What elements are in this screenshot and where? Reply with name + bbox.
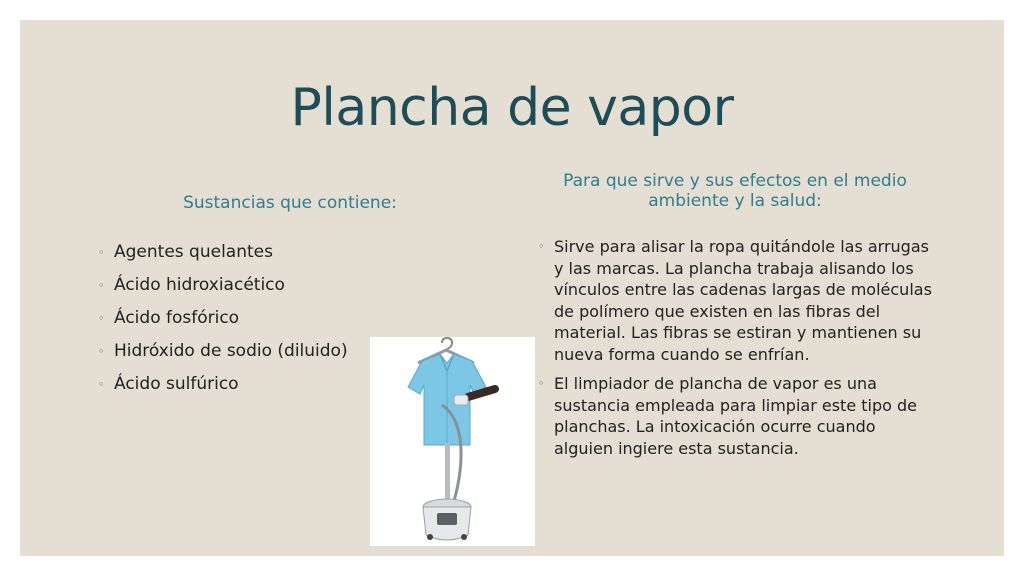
- hanger-hook-icon: [442, 338, 452, 349]
- bullet-icon: ◦: [98, 246, 105, 259]
- steam-head-icon: [454, 395, 468, 405]
- list-item: [98, 302, 388, 335]
- list-item: [538, 236, 938, 365]
- effects-list: [538, 236, 938, 467]
- left-column-heading: Sustancias que contiene:: [183, 193, 397, 213]
- bullet-icon: ◦: [98, 279, 105, 292]
- bullet-icon: ◦: [98, 378, 105, 391]
- steamer-illustration: [370, 337, 535, 546]
- slide-title: Plancha de vapor: [290, 78, 734, 138]
- substances-list: [98, 236, 388, 401]
- list-item-text: Ácido sulfúrico: [114, 374, 239, 394]
- list-item: [538, 373, 938, 459]
- bullet-icon: ◦: [98, 312, 105, 325]
- list-item-text: Hidróxido de sodio (diluido): [114, 341, 348, 361]
- list-item: [98, 236, 388, 269]
- list-item: [98, 335, 388, 368]
- list-item-text: Agentes quelantes: [114, 242, 273, 262]
- bullet-icon: ◦: [98, 345, 105, 358]
- bullet-icon: ◦: [538, 240, 545, 253]
- list-item-text: Ácido fosfórico: [114, 308, 240, 328]
- list-item: [98, 368, 388, 401]
- bullet-icon: ◦: [538, 377, 545, 390]
- steamer-pole-icon: [445, 443, 450, 501]
- list-item-text: Sirve para alisar la ropa quitándole las arrugas y las marcas. La plancha trabaja alisando los vínculos entre las cadenas largas de moléculas de polímero que existen en las fibras del material. Las fibras se estiran y mantienen su nueva forma cuando se enfrían.: [554, 237, 932, 364]
- list-item-text: Ácido hidroxiacético: [114, 275, 285, 295]
- list-item: [98, 269, 388, 302]
- right-column-heading: Para que sirve y sus efectos en el medio ambiente y la salud:: [563, 171, 907, 211]
- garment-steamer-photo: [370, 337, 535, 546]
- list-item-text: El limpiador de plancha de vapor es una sustancia empleada para limpiar este tipo de planchas. La intoxicación ocurre cuando alguien ingiere esta sustancia.: [554, 374, 917, 458]
